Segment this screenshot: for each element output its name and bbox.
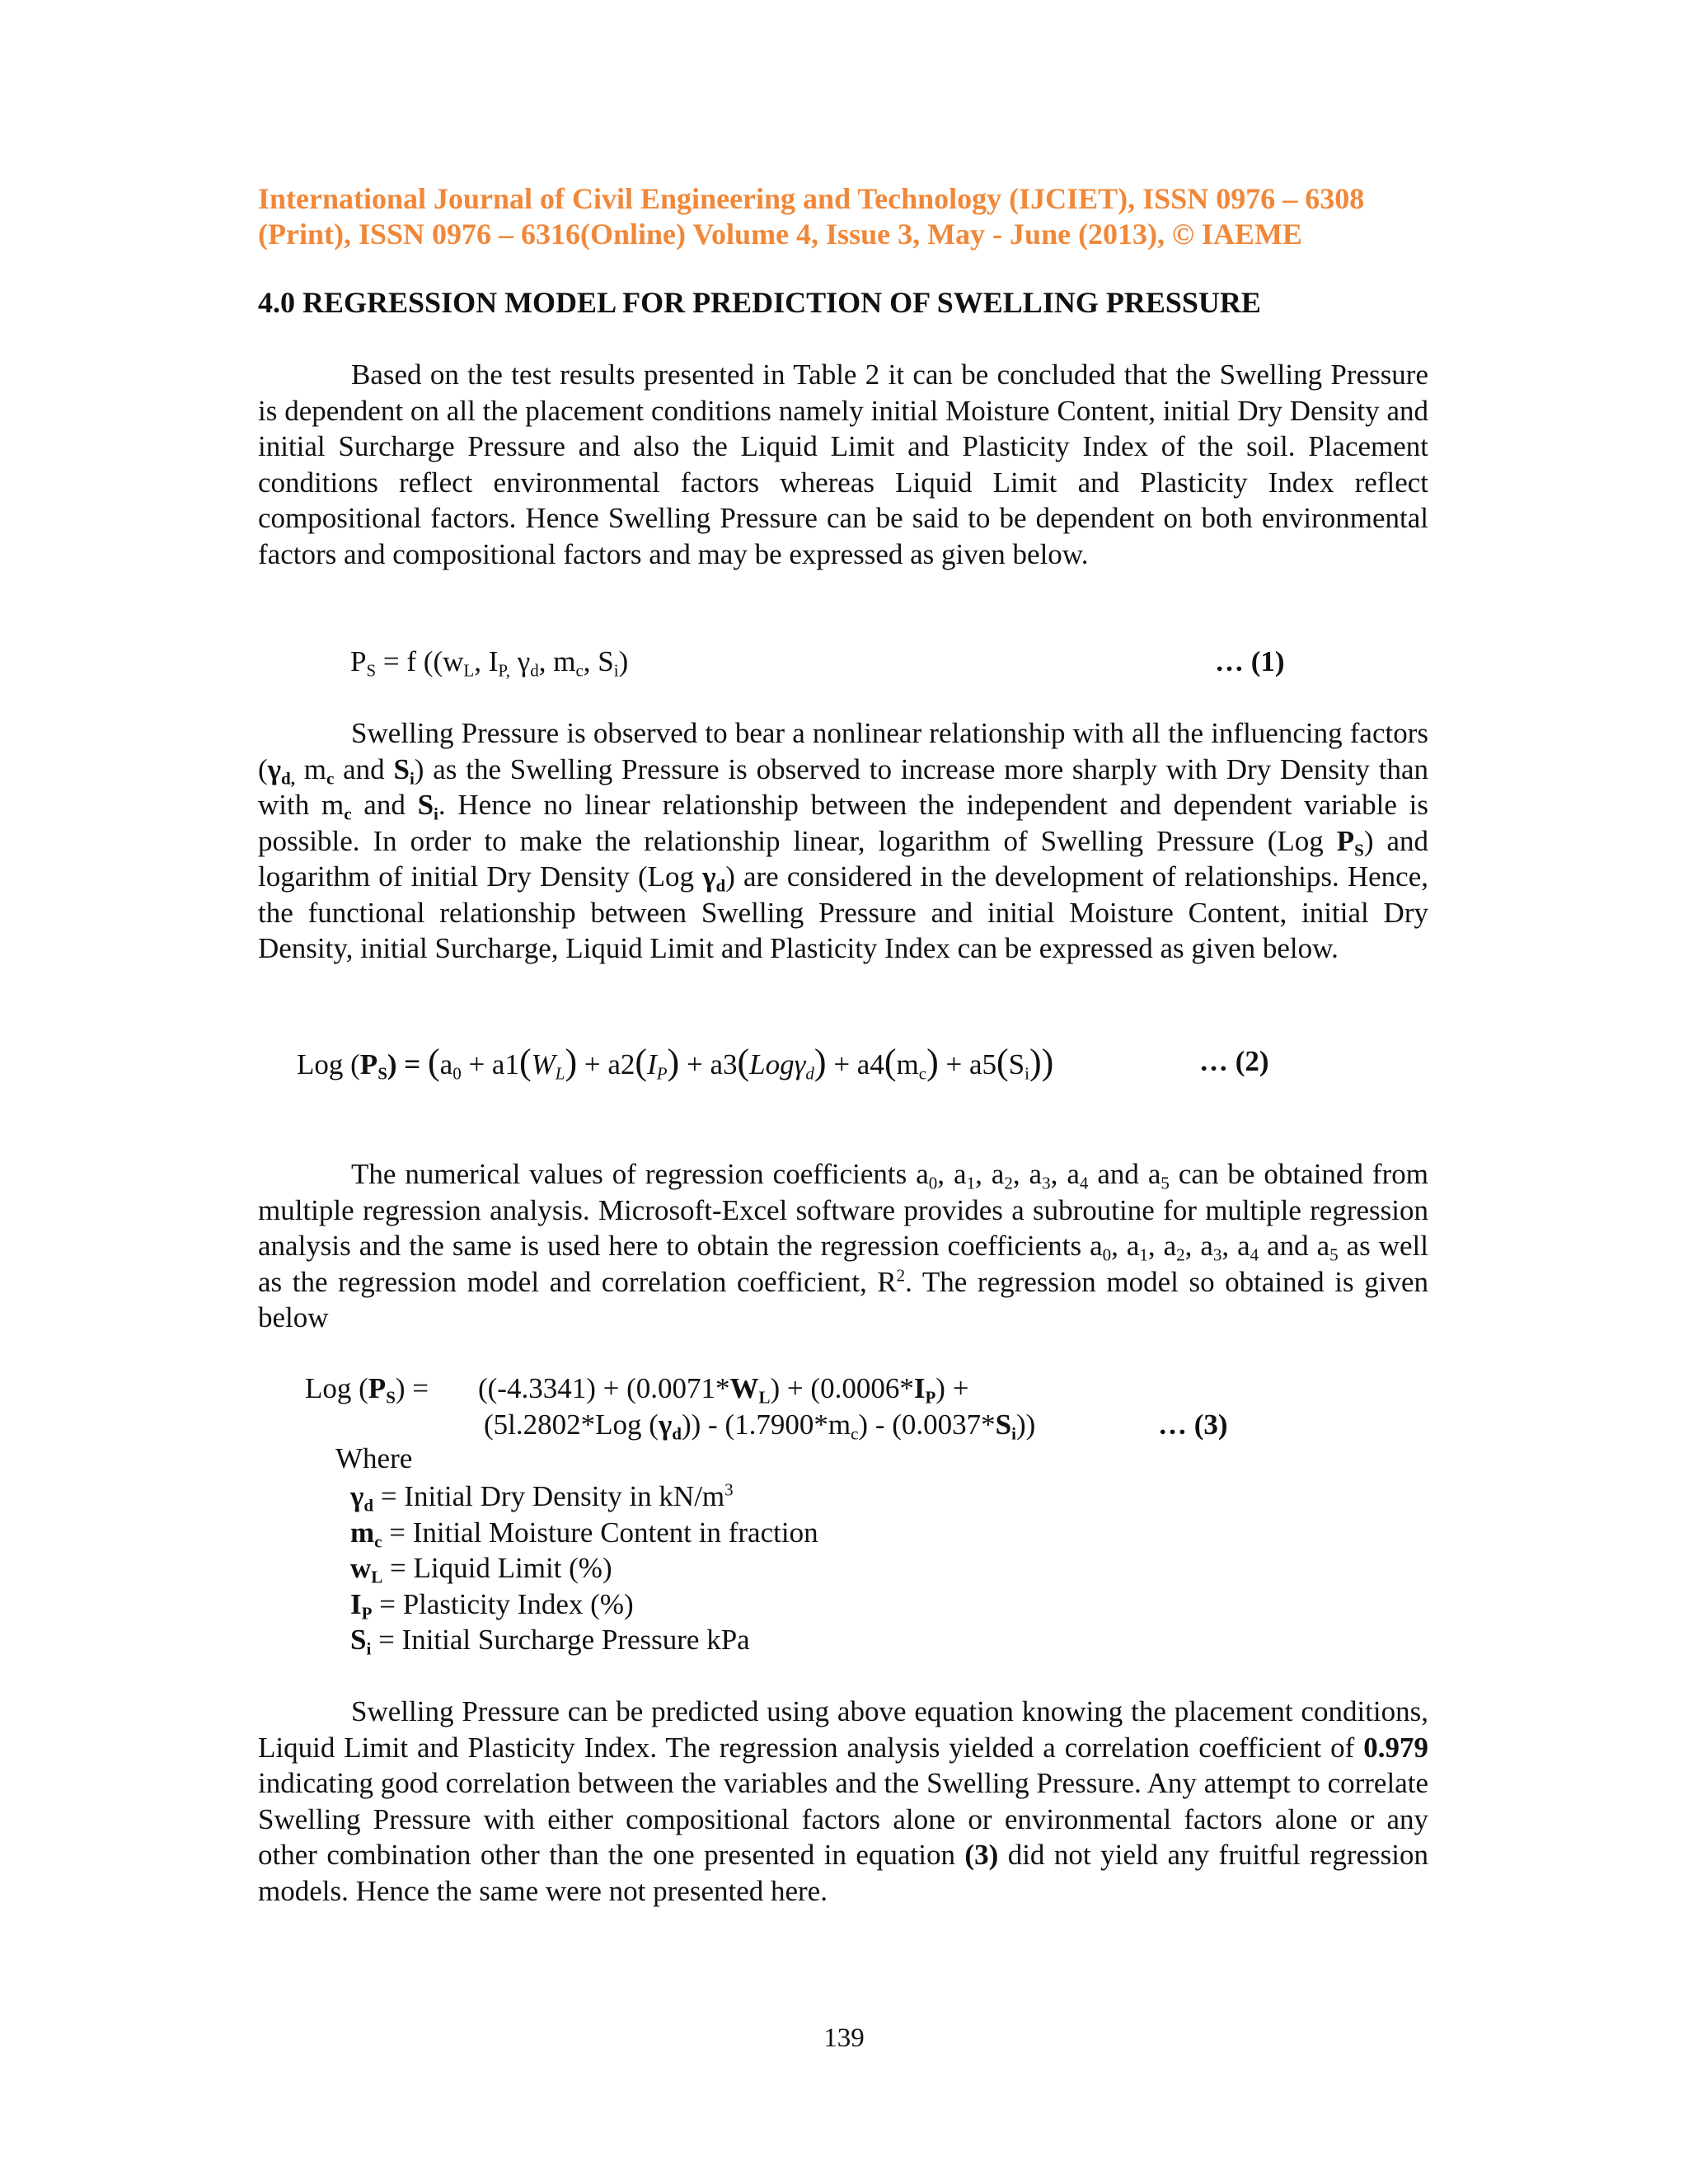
- equation-3-number: … (3): [1158, 1408, 1228, 1441]
- definition-row: $\gamma_d$ = Initial Dry Density in $kN/m^3$: [350, 1479, 734, 1516]
- equation-3-lhs: Log $(P_S)$ =: [305, 1372, 429, 1408]
- paragraph-3: The numerical values of regression coefficients $a_0$, $a_1$, $a_2$, $a_3$, $a_4$ and $a_5$ can be obtained from multiple regression analysis. Microsoft-Excel software provides a subroutine for multiple regression analysis and the same is used here to obtain the regression coefficients $a_0$, $a_1$, $a_2$, $a_3$, $a_4$ and $a_5$ as well as the regression model and correlation coefficient, $R^2$. The regression model so obtained is given below: [258, 1158, 1428, 1333]
- journal-header-line-2: (Print), ISSN 0976 – 6316(Online) Volume 4, Issue 3, May - June (2013), © IAEME: [258, 218, 1302, 251]
- page-number: 139: [823, 2023, 865, 2053]
- definition-row: $S_i$ = Initial Surcharge Pressure kPa: [350, 1624, 750, 1659]
- definition-row: $m_c$ = Initial Moisture Content in fraction: [350, 1516, 818, 1551]
- section-title: 4.0 REGRESSION MODEL FOR PREDICTION OF SWELLING PRESSURE: [258, 286, 1261, 319]
- journal-header: [258, 181, 1437, 252]
- symbol-definitions: [350, 1479, 818, 1658]
- paragraph-1: Based on the test results presented in Table 2 it can be concluded that the Swelling Pressure is dependent on all the placement conditions namely initial Moisture Content, initial Dry Density and initial Surcharge Pressure and also the Liquid Limit and Plasticity Index of the soil. Placement conditions reflect environmental factors whereas Liquid Limit and Plasticity Index reflect compositional factors. Hence Swelling Pressure can be said to be dependent on both environmental factors and compositional factors and may be expressed as given below.: [258, 359, 1428, 570]
- paragraph-4: Swelling Pressure can be predicted using above equation knowing the placement conditions, Liquid Limit and Plasticity Index. The regression analysis yielded a correlation coefficient of 0.979 indicating good correlation between the variables and the Swelling Pressure. Any attempt to correlate Swelling Pressure with either compositional factors alone or environmental factors alone or any other combination other than the one presented in equation (3) did not yield any fruitful regression models. Hence the same were not presented here.: [258, 1695, 1428, 1907]
- equation-2-number: … (2): [1199, 1045, 1269, 1077]
- equation-3-line-1: ($(-4.3341) + (0.0071*W_L) + (0.0006*I_P)$ +: [478, 1372, 969, 1408]
- equation-3-line-2: (5l.2802*Log $(\gamma_d)) - (1.7900*m_c) - (0.0037*S_i)$): [484, 1408, 1036, 1444]
- definition-row: $I_P$ = Plasticity Index (%): [350, 1587, 634, 1623]
- definition-row: $w_L$ = Liquid Limit (%): [350, 1552, 612, 1587]
- equation-1: $P_S = f$ (($w_L$, $I_{P,}$ $\gamma_d$, $m_c$, $S_i$): [350, 645, 629, 681]
- where-label: Where: [335, 1442, 413, 1474]
- paragraph-2: Swelling Pressure is observed to bear a nonlinear relationship with all the influencing factors ($\gamma_{d,}$ $m_c$ and $S_i$) as the Swelling Pressure is observed to increase more sharply with Dry Density than with $m_c$ and $S_i$. Hence no linear relationship between the independent and dependent variable is possible. In order to make the relationship linear, logarithm of Swelling Pressure (Log $P_S$) and logarithm of initial Dry Density (Log $\gamma_d$) are considered in the development of relationships. Hence, the functional relationship between Swelling Pressure and initial Moisture Content, initial Dry Density, initial Surcharge, Liquid Limit and Plasticity Index can be expressed as given below.: [258, 717, 1429, 964]
- equation-2: Log $(P_S) = (a_0 + a1(W_L) + a2(I_P) + a3(Log\gamma_d) + a4(m_c) + a5(S_i))$: [297, 1042, 1054, 1084]
- equation-1-number: … (1): [1215, 645, 1285, 677]
- journal-header-line-1: International Journal of Civil Engineering and Technology (IJCIET), ISSN 0976 – 6308: [258, 182, 1365, 215]
